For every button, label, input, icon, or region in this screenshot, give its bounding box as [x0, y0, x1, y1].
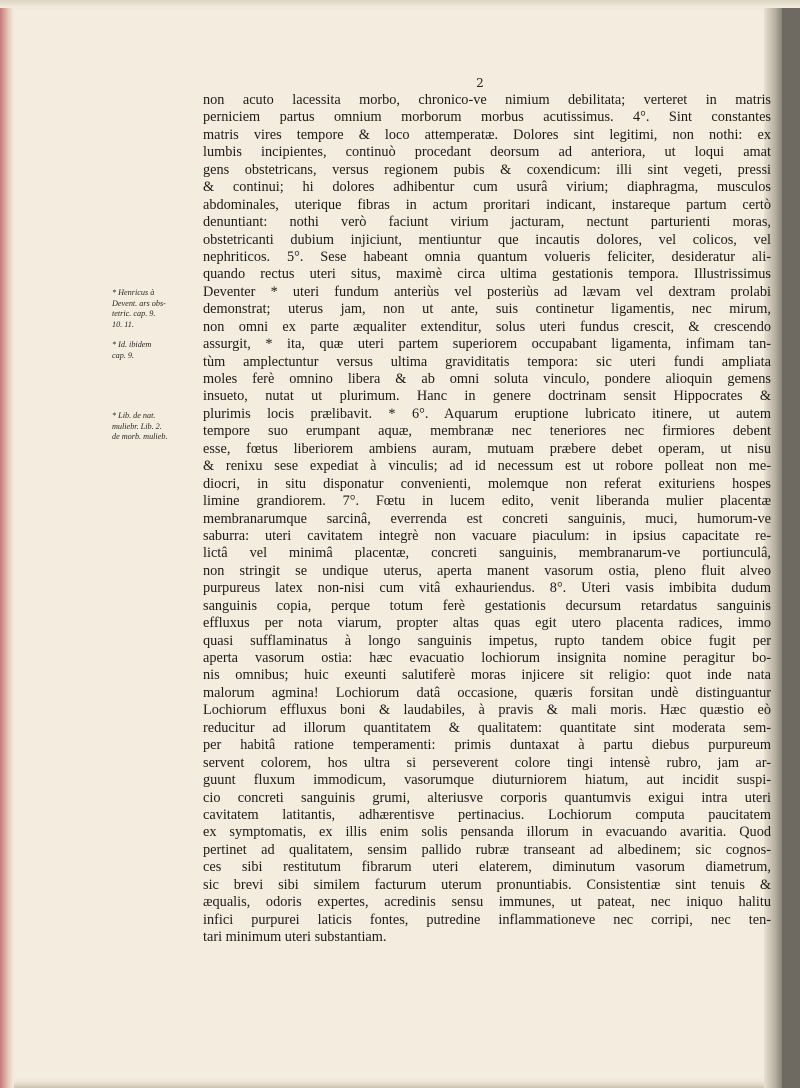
- page-number: 2: [476, 76, 484, 90]
- text-line: gens obstetricans, versus regionem pubis & coxendicum: illi sint vegeti, pressi: [203, 161, 771, 178]
- text-line: reducitur ad illorum quantitatem & qualitatem: quantitate sint moderata sem-: [203, 719, 771, 736]
- text-line: limine grandiorem. 7°. Fœtu in lucem edito, venit liberanda mulier placentæ: [203, 493, 771, 510]
- text-line: tempore suo erumpant aquæ, membranæ nec teneriores nec firmiores debent: [203, 423, 771, 440]
- text-line: & renixu sese expediat à vinculis; ad id necessum est ut robore polleat non me-: [203, 458, 771, 475]
- text-line: denuntiant: nothi verò faciunt virium jacturam, nectunt parturienti moras,: [203, 214, 771, 231]
- text-line: perniciem partus omnium morborum morbus acutissimus. 4°. Sint constantes: [203, 109, 771, 126]
- text-line: cavitatem latitantis, adhærentisve pertinacius. Lochiorum computa paucitatem: [203, 806, 771, 823]
- margin-note-line: * Id. ibidem: [112, 340, 152, 349]
- text-line: æqualis, odoris expertes, acredinis sensu immunes, ut pateat, nec iniquo halitu: [203, 894, 771, 911]
- text-line: Lochiorum effluxus boni & laudabiles, à pravis & mali moris. Hæc quæstio eò: [203, 702, 771, 719]
- text-line: matris vires tempore & loco attemperatæ. Dolores sint legitimi, non nothi: ex: [203, 126, 771, 143]
- text-line: servent colorem, hos ultra si perseverent colore tingi intensè rubro, jam ar-: [203, 754, 771, 771]
- text-line: quasi sufflaminatus à longo sanguinis impetus, rupto tandem obice fugit per: [203, 632, 771, 649]
- text-line: non acuto lacessita morbo, chronico-ve nimium debilitata; verteret in matris: [203, 92, 771, 108]
- text-line: ex symptomatis, ex illis enim solis pensanda illorum in evacuando avaritia. Quod: [203, 824, 771, 841]
- page-top-edge: [0, 0, 800, 8]
- text-line: pertinet ad qualitatem, sensim pallido rubræ transeant ad albedinem; sic cognos-: [203, 841, 771, 858]
- text-line: purpureus latex non-nisi cum vitâ exhauriendus. 8°. Uteri vasis imbibita dudum: [203, 580, 771, 597]
- text-line: non stringit se undique uterus, aperta manent vasorum ostia, pleno fluit alveo: [203, 562, 771, 579]
- text-line: tari minimum uteri substantiam.: [203, 929, 387, 945]
- text-line: moles ferè omnino libera & ab omni soluta vinculo, pondere alioquin gemens: [203, 371, 771, 387]
- text-line: nephriticos. 5°. Sese habeant omnia quantum volueris feliciter, desideratur ali-: [203, 248, 771, 265]
- text-line: esse, fœtus liberiorem ambiens auram, mutuam præbere debet operam, ut nisu: [203, 440, 771, 457]
- margin-note-line: * Henricus à: [112, 288, 155, 297]
- text-line: infici purpurei laticis fontes, putredine inflammationeve nec corripi, nec ten-: [203, 911, 771, 928]
- text-line: cio concreti sanguinis grumi, alteriusve corporis quantumvis exigui intra uteri: [203, 789, 771, 806]
- text-line: lictâ vel minimâ placentæ, concreti sanguinis, membranarum-ve portiunculâ,: [203, 545, 771, 562]
- text-line: tùm amplectuntur versus ultima graviditatis tempora: sic uteri fundi ampliata: [203, 353, 771, 370]
- margin-note-line: * Lib. de nat.: [112, 411, 156, 420]
- text-line: assurgit, * ita, quæ uteri partem superiorem occupabant ligamenta, infimam tan-: [203, 336, 771, 353]
- margin-note-line: Devent. ars obs-: [112, 298, 166, 308]
- text-line: aperta vasorum ostia: hæc evacuatio lochiorum insignita nomine peragitur bo-: [203, 650, 771, 666]
- text-line: nis omnibus; huic exeunti salutiferè moras injicere sit religio: quot inde nata: [203, 667, 771, 684]
- margin-note-line: de morb. mulieb.: [112, 432, 168, 441]
- text-line: malorum agmina! Lochiorum datâ occasione, quæris forsitan undè distinguantur: [203, 684, 771, 701]
- text-line: ces sibi restitutum fibrarum uteri elaterem, diminutum vasorum diametrum,: [203, 859, 771, 876]
- text-line: quando rectus uteri situs, maximè circa ultima gestationis tempora. Illustrissimus: [203, 266, 771, 283]
- text-line: lumbis incipientes, continuò procedant deorsum ad anteriora, ut loqui amat: [203, 144, 771, 161]
- margin-note-deventer: [112, 288, 198, 330]
- text-line: & continui; hi dolores adhibentur cum usurâ virium; diaphragma, musculos: [203, 179, 771, 196]
- text-line: per habitâ ratione temperamenti: primis duntaxat à partu diebus purpureum: [203, 737, 771, 754]
- margin-note-line: 10. 11.: [112, 319, 134, 329]
- margin-note-line: tetric. cap. 9.: [112, 309, 156, 318]
- text-line: Deventer * uteri fundum anteriùs vel posteriùs ad lævam vel dextram prolabi: [203, 283, 771, 300]
- text-line: sanguinis copia, perque totum ferè gestationis decursum retardatus sanguinis: [203, 597, 771, 614]
- text-line: abdominales, uterique fibras in actum proritari indicant, instareque partum certò: [203, 196, 771, 213]
- text-line: demonstrat; uterus jam, non ut ante, suis continetur ligamentis, nec mirum,: [203, 301, 771, 318]
- text-line: guunt fluxum immodicum, vasorumque diuturniorem hiatum, aut incidit suspi-: [203, 772, 771, 789]
- text-line: obstetricanti dubium injiciunt, mentiuntur que incautis dolores, vel colicos, vel: [203, 231, 771, 248]
- text-line: plurimis locis prælibavit. * 6°. Aquarum eruptione lubricato itinere, ut autem: [203, 405, 771, 422]
- margin-note-line: cap. 9.: [112, 350, 135, 360]
- text-line: diocri, in situ disponatur convenienti, molemque non referat exituriens hospes: [203, 475, 771, 492]
- text-line: membranarumque sarcinâ, everrenda est concreti sanguinis, muci, humorum-ve: [203, 510, 771, 527]
- body-text: [203, 92, 771, 946]
- text-line: non omni ex parte æqualiter extenditur, solus uteri fundus crescit, & crescendo: [203, 318, 771, 335]
- margin-note-ibidem: [112, 340, 198, 361]
- text-line: sic brevi sibi similem facturum uterum pronuntiabis. Consistentiæ sint tenuis &: [203, 876, 771, 893]
- text-line: effluxus per nota viarum, propter altas quas egit utero placenta radices, immo: [203, 615, 771, 632]
- text-line: insueto, nutat ut plurimum. Hanc in genere doctrinam sensit Hippocrates &: [203, 388, 771, 405]
- text-line: saburra: uteri cavitatem integrè non vacuare piaculum: in ipsius capacitate re-: [203, 527, 771, 544]
- page-left-edge: [0, 0, 14, 1088]
- margin-note-line: muliebr. Lib. 2.: [112, 421, 162, 431]
- margin-note-hippocrates: [112, 411, 198, 443]
